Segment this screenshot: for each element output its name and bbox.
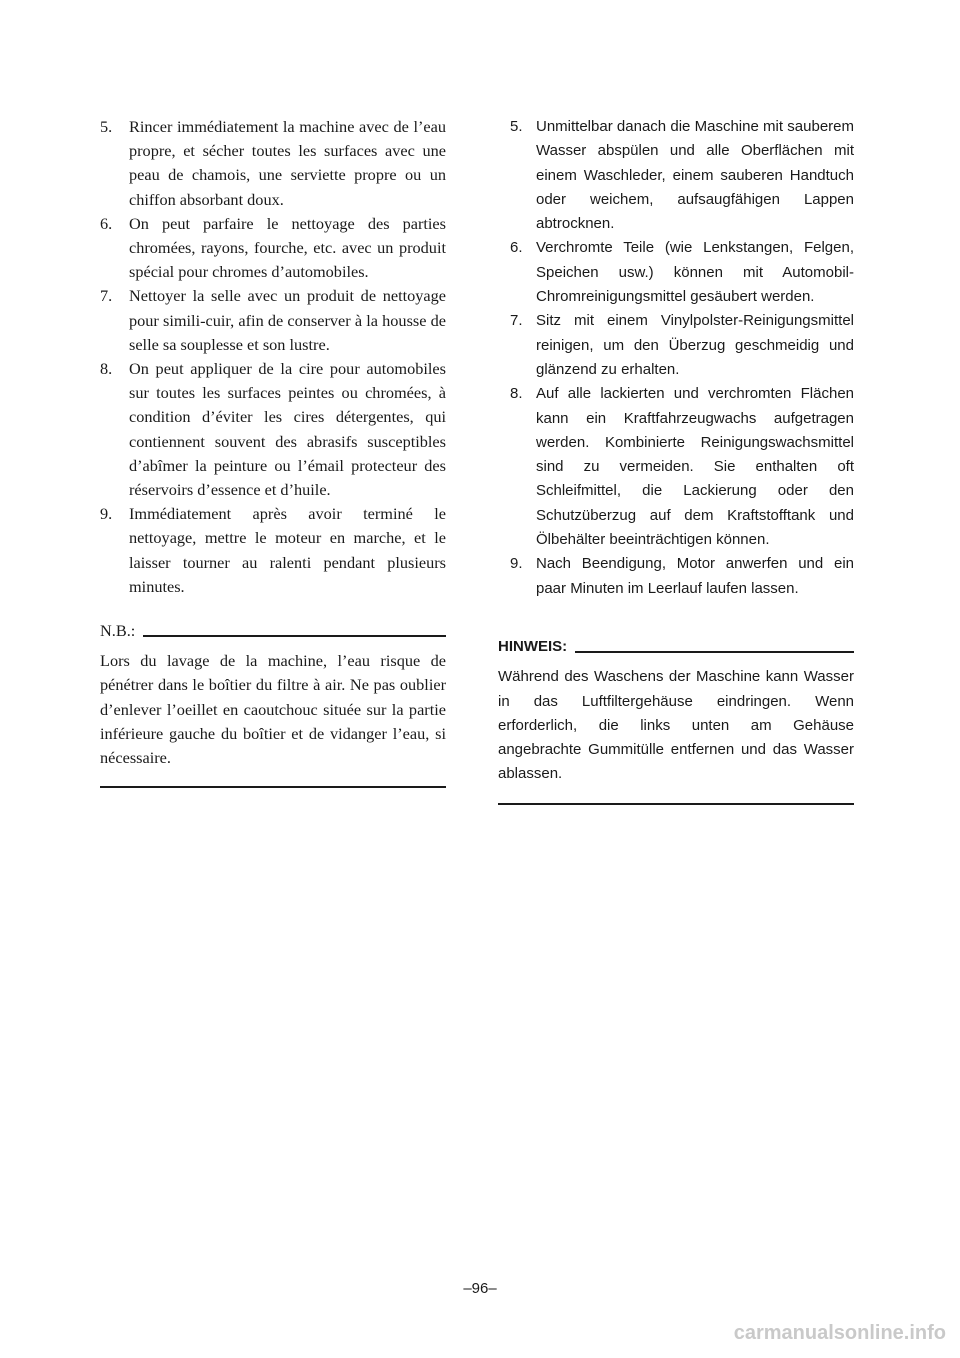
note-label: N.B.: (100, 621, 136, 641)
list-item (100, 284, 446, 357)
step-number: 9. (100, 504, 113, 524)
step-text: On peut appliquer de la cire pour automobiles sur toutes les surfaces peintes ou chromées, à condition d’éviter les cires détergentes, qui contiennent souvent des abrasifs susceptibles d’abîmer la peinture ou l’émail protecteur des réservoirs d’essence et d’huile. (129, 359, 446, 500)
note-end-rule (100, 786, 446, 788)
step-text: Immédiatement après avoir terminé le nettoyage, mettre le moteur en marche, et le laisser tourner au ralenti pendant plusieurs minutes. (129, 504, 446, 596)
german-column (498, 115, 854, 805)
note-text: Während des Waschens der Maschine kann Wasser in das Luftfiltergehäuse eindringen. Wenn erforderlich, die links unten am Gehäuse angebrachte Gummitülle entfernen und das Wasser ablassen. (498, 668, 854, 783)
note-end-rule (498, 803, 854, 805)
step-text: Rincer immédiatement la machine avec de l’eau propre, et sécher toutes les surfaces avec une peau de chamois, une serviette propre ou un chiffon absorbant doux. (129, 117, 446, 209)
note-rule (575, 651, 854, 653)
list-item (498, 115, 854, 236)
page-number: –96– (463, 1280, 497, 1297)
note-label: HINWEIS: (498, 637, 568, 655)
german-steps-list (498, 115, 854, 601)
list-item (100, 212, 446, 285)
step-text: On peut parfaire le nettoyage des parties chromées, rayons, fourche, etc. avec un produit spécial pour chromes d’automobiles. (129, 213, 446, 282)
step-number: 6. (510, 239, 523, 257)
note-rule (143, 635, 446, 637)
step-number: 5. (100, 117, 113, 136)
step-text: Nach Beendigung, Motor anwerfen und ein paar Minuten im Leerlauf laufen lassen. (536, 555, 854, 597)
step-text: Verchromte Teile (wie Lenkstangen, Felgen, Speichen usw.) können mit Automobil-Chromreinigungsmittel gesäubert werden. (536, 239, 854, 306)
list-item (100, 502, 446, 599)
list-item (100, 357, 446, 502)
french-note (100, 619, 446, 788)
step-text: Sitz mit einem Vinylpolster-Reinigungsmittel reinigen, um den Überzug geschmeidig und glänzend zu erhalten. (536, 312, 854, 378)
note-text: Lors du lavage de la machine, l’eau risque de pénétrer dans le boîtier du filtre à air. Ne pas oublier d’enlever l’oeillet en caoutchouc située sur la partie inférieure gauche du boîtier et de vidanger l’eau, si nécessaire. (100, 651, 446, 768)
list-item (100, 115, 446, 212)
step-number: 8. (510, 385, 523, 403)
french-steps-list (100, 115, 446, 599)
list-item (498, 236, 854, 309)
step-text: Auf alle lackierten und verchromten Flächen kann ein Kraftfahrzeugwachs aufgetragen werden. Kombinierte Reinigungswachsmittel sind zu vermeiden. Sie enthalten oft Schleifmittel, die Lackierung oder den Schutzüberzug auf dem Kraftstofftank und Ölbehälter beeinträchtigen können. (536, 385, 854, 549)
note-header (100, 619, 446, 643)
watermark-logo: carmanualsonline.info (733, 1322, 946, 1344)
list-item (498, 382, 854, 552)
german-note (498, 635, 854, 805)
french-column (100, 115, 446, 788)
step-number: 7. (510, 312, 523, 330)
step-number: 9. (510, 555, 523, 573)
step-number: 5. (510, 118, 523, 135)
list-item (498, 309, 854, 382)
step-number: 7. (100, 286, 113, 306)
step-number: 8. (100, 359, 113, 379)
step-text: Unmittelbar danach die Maschine mit sauberem Wasser abspülen und alle Oberflächen mit einem Waschleder, einem sauberen Handtuch oder weichem, aufsaugfähigen Lappen abtrocknen. (536, 118, 854, 233)
list-item (498, 552, 854, 601)
step-number: 6. (100, 213, 113, 233)
step-text: Nettoyer la selle avec un produit de nettoyage pour simili-cuir, afin de conserver à la housse de selle sa souplesse et son lustre. (129, 286, 446, 354)
note-header (498, 635, 854, 659)
